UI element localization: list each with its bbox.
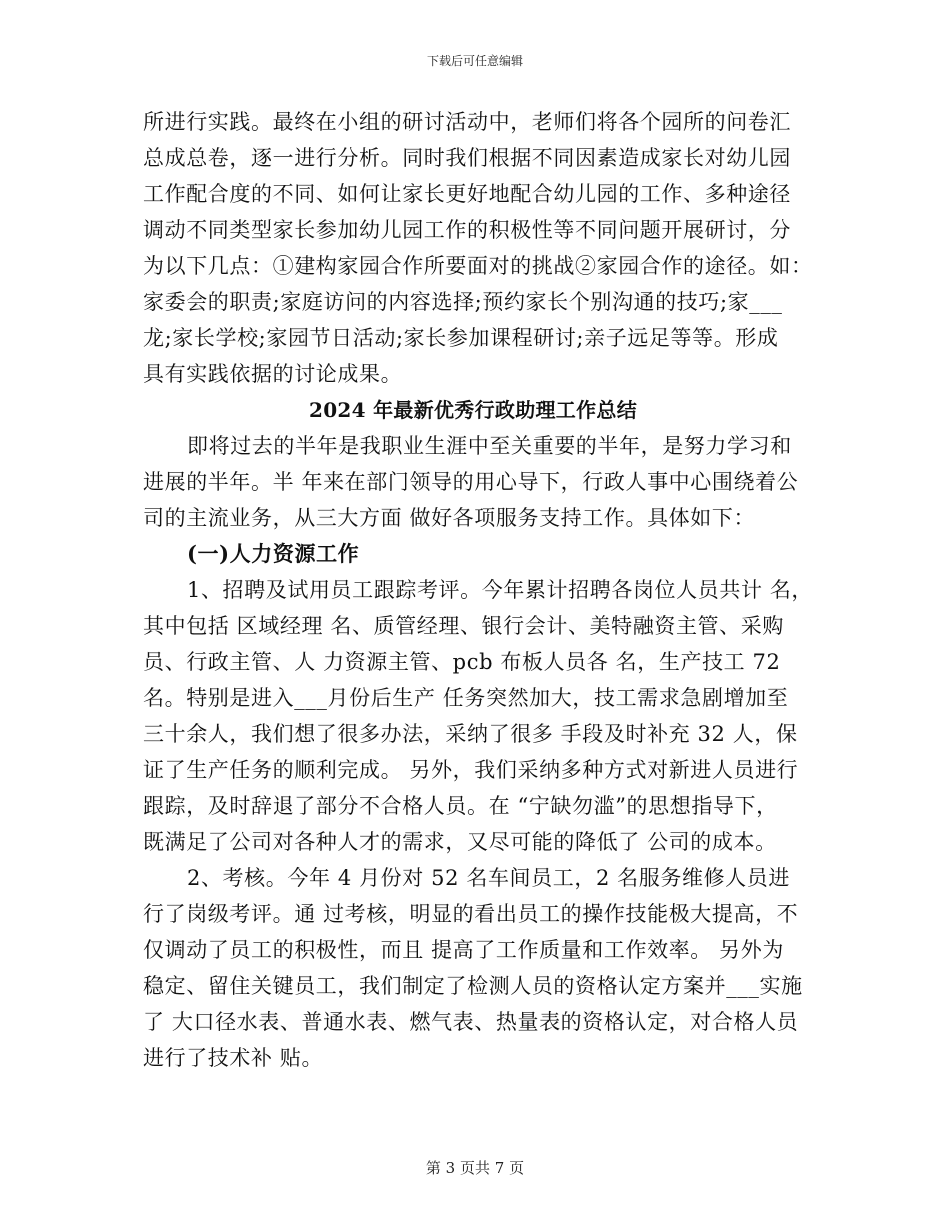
text-line: 了 大口径水表、普通水表、燃气表、热量表的资格认定，对合格人员: [143, 1010, 799, 1034]
text-line: 为以下几点：①建构家园合作所要面对的挑战②家园合作的途径。如：: [143, 254, 813, 278]
page-number: 第 3 页共 7 页: [425, 1159, 525, 1177]
page-header: 下载后可任意编辑: [426, 54, 523, 68]
text-line: 所进行实践。最终在小组的研讨活动中，老师们将各个园所的问卷汇: [143, 110, 791, 134]
text-line: 跟踪，及时辞退了部分不合格人员。在 “宁缺勿滥”的思想指导下，: [143, 794, 778, 818]
text-line: 既满足了公司对各种人才的需求，又尽可能的降低了 公司的成本。: [143, 830, 777, 854]
text-line: 证了生产任务的顺利完成。 另外，我们采纳多种方式对新进人员进行: [143, 758, 799, 782]
text-line: 1、招聘及试用员工跟踪考评。今年累计招聘各岗位人员共计 名，: [187, 578, 814, 602]
text-line: 进展的半年。半 年来在部门领导的用心导下，行政人事中心围绕着公: [143, 470, 799, 494]
text-line: 龙;家长学校;家园节日活动;家长参加课程研讨;亲子远足等等。形成: [143, 326, 779, 350]
text-line: 具有实践依据的讨论成果。: [143, 362, 403, 386]
text-line: 即将过去的半年是我职业生涯中至关重要的半年，是努力学习和: [187, 434, 792, 458]
text-line: 进行了技术补 贴。: [143, 1046, 324, 1070]
text-line: 名。特别是进入___月份后生产 任务突然加大，技工需求急剧增加至: [143, 686, 789, 710]
text-line: 仅调动了员工的积极性，而且 提高了工作质量和工作效率。 另外为: [143, 938, 784, 962]
text-line: 总成总卷，逐一进行分析。同时我们根据不同因素造成家长对幼儿园: [143, 146, 791, 170]
text-line: 调动不同类型家长参加幼儿园工作的积极性等不同问题开展研讨，分: [143, 218, 791, 242]
text-line: 其中包括 区域经理 名、质管经理、银行会计、美特融资主管、采购: [143, 614, 784, 638]
text-line: 2、考核。今年 4 月份对 52 名车间员工，2 名服务维修人员进: [187, 866, 790, 890]
document-body: [143, 104, 814, 1076]
text-line: 家委会的职责;家庭访问的内容选择;预约家长个别沟通的技巧;家___: [143, 290, 783, 314]
text-line: 工作配合度的不同、如何让家长更好地配合幼儿园的工作、多种途径: [143, 182, 791, 206]
text-line: 行了岗级考评。通 过考核，明显的看出员工的操作技能极大提高，不: [143, 902, 799, 926]
recruitment-paragraph: [143, 572, 814, 860]
text-line: 员、行政主管、人 力资源主管、pcb 布板人员各 名，生产技工 72: [143, 650, 781, 674]
opening-paragraph: [143, 428, 803, 536]
intro-paragraph: [143, 104, 813, 392]
text-line: 稳定、留住关键员工，我们制定了检测人员的资格认定方案并___实施: [143, 974, 803, 998]
section-heading: (一)人力资源工作: [187, 541, 360, 566]
assessment-paragraph: [143, 860, 803, 1076]
text-line: 三十余人，我们想了很多办法，采纳了很多 手段及时补充 32 人，保: [143, 722, 798, 746]
text-line: 司的主流业务，从三大方面 做好各项服务支持工作。具体如下：: [143, 506, 756, 530]
document-title: 2024 年最新优秀行政助理工作总结: [308, 398, 638, 422]
